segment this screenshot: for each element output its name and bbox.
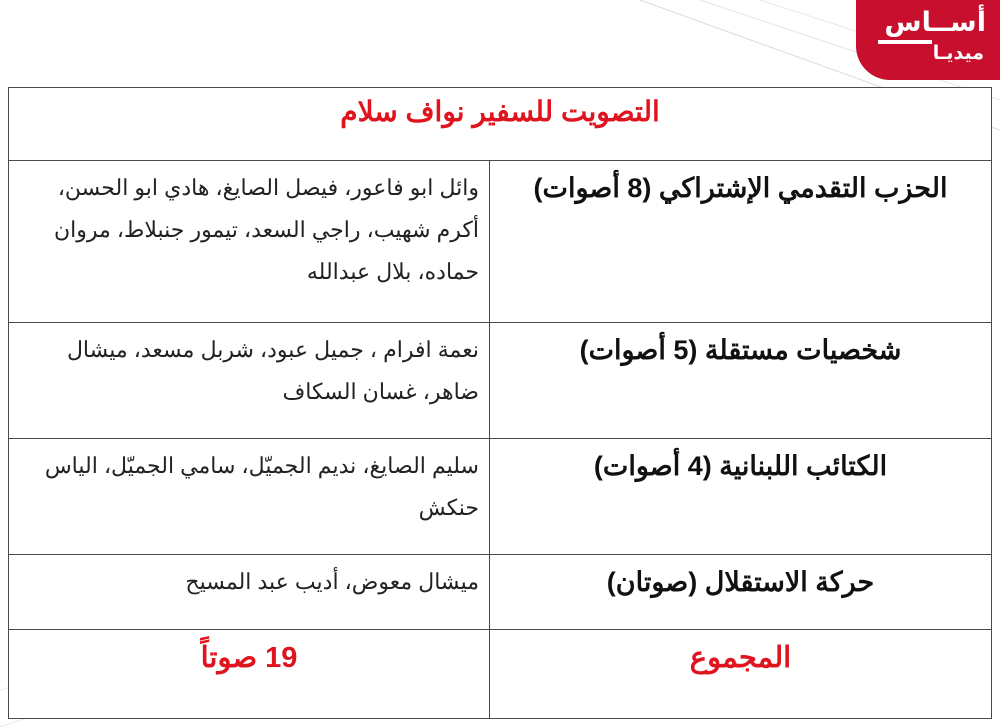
members-cell: سليم الصايغ، نديم الجميّل، سامي الجميّل، الياس حنكش — [9, 439, 490, 555]
table-row — [9, 323, 992, 439]
table-row — [9, 161, 992, 323]
logo-text-line2: ميديـا — [932, 42, 984, 64]
party-cell: الحزب التقدمي الإشتراكي (8 أصوات) — [490, 161, 992, 323]
party-cell: حركة الاستقلال (صوتان) — [490, 555, 992, 630]
table-title-cell — [9, 88, 992, 161]
logo-text-line1: أســاس — [884, 7, 986, 38]
logo-underline — [878, 40, 932, 44]
party-cell: شخصيات مستقلة (5 أصوات) — [490, 323, 992, 439]
brand-logo — [856, 0, 1000, 80]
total-row — [9, 630, 992, 719]
total-value: 19 صوتاً — [9, 630, 490, 719]
table-title: التصويت للسفير نواف سلام — [340, 95, 660, 127]
table-row — [9, 439, 992, 555]
total-label: المجموع — [490, 630, 992, 719]
party-cell: الكتائب اللبنانية (4 أصوات) — [490, 439, 992, 555]
members-cell: ميشال معوض، أديب عبد المسيح — [9, 555, 490, 630]
table-row — [9, 555, 992, 630]
members-cell: وائل ابو فاعور، فيصل الصايغ، هادي ابو الحسن، أكرم شهيب، راجي السعد، تيمور جنبلاط، مروان حماده، بلال عبدالله — [9, 161, 490, 323]
members-cell: نعمة افرام ، جميل عبود، شربل مسعد، ميشال ضاهر، غسان السكاف — [9, 323, 490, 439]
votes-table — [8, 87, 992, 719]
table-title-row — [9, 88, 992, 161]
